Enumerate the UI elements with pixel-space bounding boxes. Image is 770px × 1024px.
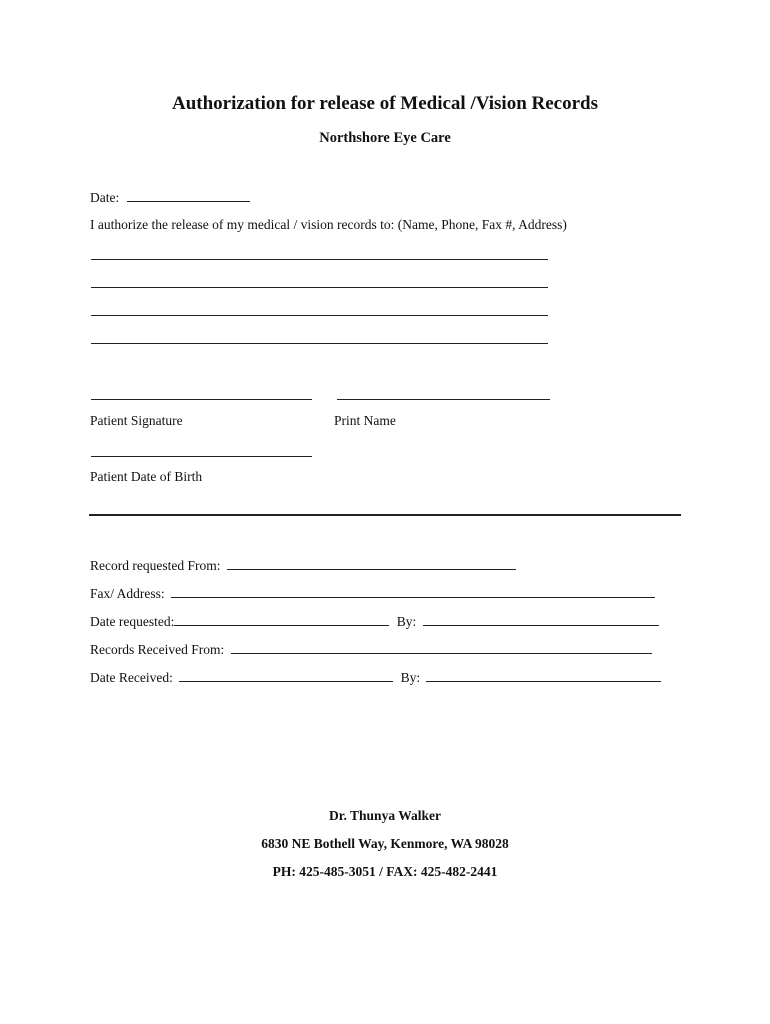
record-requested-from-label: Record requested From: [90, 558, 221, 573]
date-received-field[interactable] [179, 669, 393, 682]
records-received-from-row [90, 641, 652, 658]
date-row [90, 189, 250, 206]
section-divider [89, 514, 681, 516]
patient-dob-label: Patient Date of Birth [90, 469, 203, 484]
received-by-label: By: [400, 670, 421, 685]
date-requested-row [90, 613, 659, 630]
received-by-field[interactable] [426, 669, 661, 682]
recipient-line-2[interactable] [91, 287, 548, 288]
patient-signature-field[interactable] [91, 399, 312, 400]
fax-address-field[interactable] [171, 585, 655, 598]
date-requested-field[interactable] [174, 613, 389, 626]
print-name-field[interactable] [337, 399, 550, 400]
date-field[interactable] [127, 189, 250, 202]
record-requested-from-field[interactable] [227, 557, 516, 570]
records-received-from-field[interactable] [231, 641, 652, 654]
date-label: Date: [90, 190, 120, 205]
clinic-phone-fax: PH: 425-485-3051 / FAX: 425-482-2441 [272, 864, 498, 879]
fax-address-label: Fax/ Address: [90, 586, 165, 601]
recipient-line-3[interactable] [91, 315, 548, 316]
authorization-text: I authorize the release of my medical / vision records to: (Name, Phone, Fax #, Address) [90, 217, 567, 232]
patient-dob-field[interactable] [91, 456, 312, 457]
date-received-row [90, 669, 661, 686]
date-received-label: Date Received: [90, 670, 173, 685]
doctor-name: Dr. Thunya Walker [329, 808, 441, 823]
record-requested-from-row [90, 557, 516, 574]
recipient-line-4[interactable] [91, 343, 548, 344]
print-name-label: Print Name [334, 413, 396, 428]
recipient-line-1[interactable] [91, 259, 548, 260]
clinic-address: 6830 NE Bothell Way, Kenmore, WA 98028 [261, 836, 509, 851]
patient-signature-label: Patient Signature [90, 413, 183, 428]
clinic-name: Northshore Eye Care [319, 130, 451, 146]
date-requested-label: Date requested: [90, 614, 175, 629]
requested-by-field[interactable] [423, 613, 659, 626]
form-title: Authorization for release of Medical /Vision Records [171, 93, 599, 114]
fax-address-row [90, 585, 655, 602]
requested-by-label: By: [396, 614, 417, 629]
records-received-from-label: Records Received From: [90, 642, 225, 657]
